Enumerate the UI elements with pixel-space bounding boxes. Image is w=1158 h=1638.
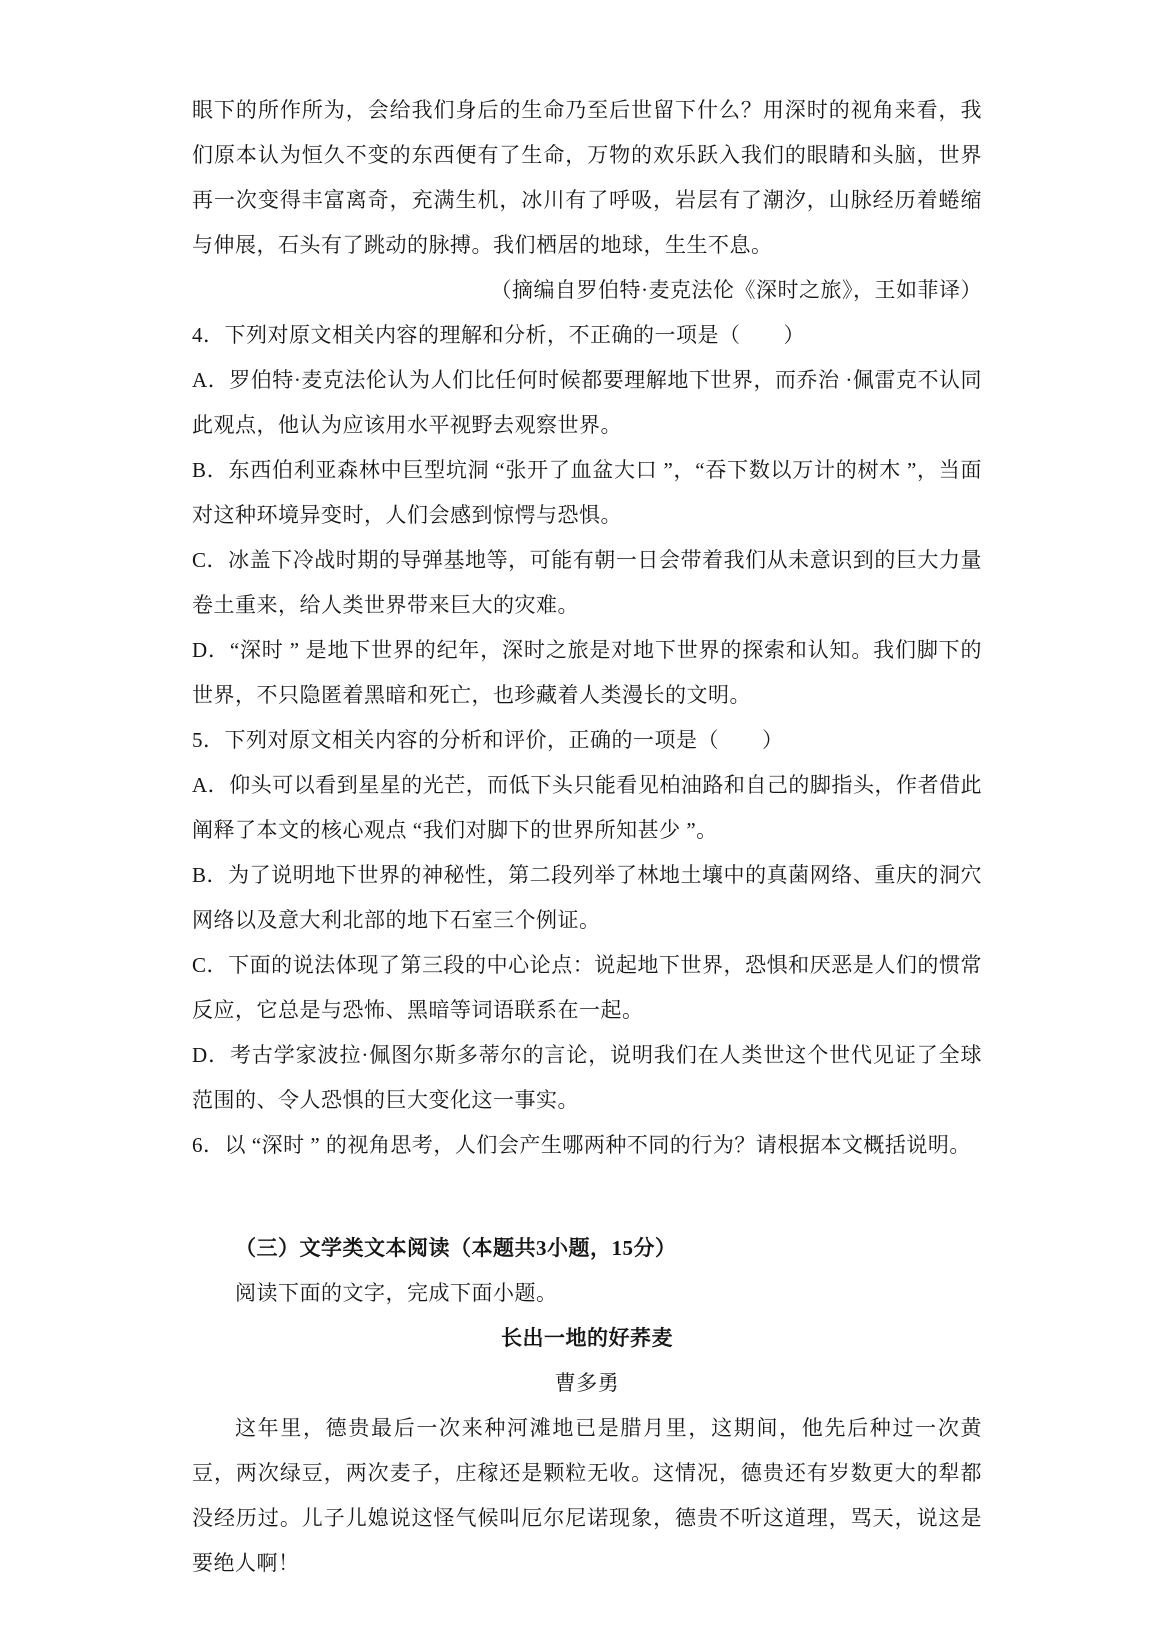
- story-paragraph: 这年里，德贵最后一次来种河滩地已是腊月里，这期间，他先后种过一次黄豆，两次绿豆，两次麦子，庄稼还是颗粒无收。这情况，德贵还有岁数更大的犁都没经历过。儿子儿媳说这怪气候叫厄尔尼诺现象，德贵不听这道理，骂天，说这是要绝人啊！: [192, 1416, 982, 1575]
- question-4-option-c: [192, 538, 982, 628]
- question-6-stem: [192, 1123, 982, 1168]
- option-text: 下面的说法体现了第三段的中心论点：说起地下世界，恐惧和厌恶是人们的惯常反应，它总是与恐怖、黑暗等词语联系在一起。: [192, 953, 982, 1022]
- question-5-option-a: [192, 763, 982, 853]
- question-4-option-b: [192, 448, 982, 538]
- option-label: B．: [192, 863, 229, 887]
- question-6-number: 6．: [192, 1133, 225, 1157]
- option-text: 罗伯特·麦克法伦认为人们比任何时候都要理解地下世界，而乔治 ·佩雷克不认同此观点，他认为应该用水平视野去观察世界。: [192, 368, 983, 437]
- question-4-option-d: [192, 628, 982, 718]
- option-label: B．: [192, 458, 229, 482]
- question-5-text: 下列对原文相关内容的分析和评价，正确的一项是（ ）: [224, 728, 784, 752]
- option-text: 仰头可以看到星星的光芒，而低下头只能看见柏油路和自己的脚指头，作者借此阐释了本文的核心观点 “我们对脚下的世界所知甚少 ”。: [192, 773, 982, 842]
- story-title: 长出一地的好荞麦: [501, 1326, 673, 1350]
- question-4-option-a: [192, 358, 982, 448]
- section-header: （三）文学类文本阅读（本题共3小题，15分）: [235, 1236, 677, 1260]
- reading-instruction: 阅读下面的文字，完成下面小题。: [235, 1281, 558, 1305]
- option-text: 东西伯利亚森林中巨型坑洞 “张开了血盆大口 ”，“吞下数以万计的树木 ”，当面对这种环境异变时，人们会感到惊愕与恐惧。: [192, 458, 982, 527]
- option-text: 考古学家波拉·佩图尔斯多蒂尔的言论，说明我们在人类世这个世代见证了全球范围的、令人恐惧的巨大变化这一事实。: [192, 1043, 982, 1112]
- question-4-text: 下列对原文相关内容的理解和分析，不正确的一项是（ ）: [224, 323, 805, 347]
- option-text: “深时 ” 是地下世界的纪年，深时之旅是对地下世界的探索和认知。我们脚下的世界，不只隐匿着黑暗和死亡，也珍藏着人类漫长的文明。: [192, 638, 982, 707]
- option-label: A．: [192, 773, 230, 797]
- option-label: D．: [192, 1043, 230, 1067]
- question-5-option-c: [192, 943, 982, 1033]
- intro-paragraph: 眼下的所作所为，会给我们身后的生命乃至后世留下什么？用深时的视角来看，我们原本认为恒久不变的东西便有了生命，万物的欢乐跃入我们的眼睛和头脑，世界再一次变得丰富离奇，充满生机，冰川有了呼吸，岩层有了潮汐，山脉经历着蜷缩与伸展，石头有了跳动的脉搏。我们栖居的地球，生生不息。: [192, 98, 982, 257]
- option-label: C．: [192, 953, 229, 977]
- question-4-number: 4．: [192, 323, 225, 347]
- question-4-stem: [192, 313, 982, 358]
- source-attribution: （摘编自罗伯特·麦克法伦《深时之旅》，王如菲译）: [490, 278, 982, 302]
- question-5-stem: [192, 718, 982, 763]
- question-5-option-b: [192, 853, 982, 943]
- story-author: 曹多勇: [554, 1371, 620, 1395]
- question-5-option-d: [192, 1033, 982, 1123]
- option-text: 冰盖下冷战时期的导弹基地等，可能有朝一日会带着我们从未意识到的巨大力量卷土重来，给人类世界带来巨大的灾难。: [192, 548, 982, 617]
- option-text: 为了说明地下世界的神秘性，第二段列举了林地土壤中的真菌网络、重庆的洞穴网络以及意大利北部的地下石室三个例证。: [192, 863, 982, 932]
- question-6-text: 以 “深时 ” 的视角思考，人们会产生哪两种不同的行为？请根据本文概括说明。: [224, 1133, 971, 1157]
- option-label: D．: [192, 638, 230, 662]
- question-5-number: 5．: [192, 728, 225, 752]
- option-label: A．: [192, 368, 230, 392]
- option-label: C．: [192, 548, 229, 572]
